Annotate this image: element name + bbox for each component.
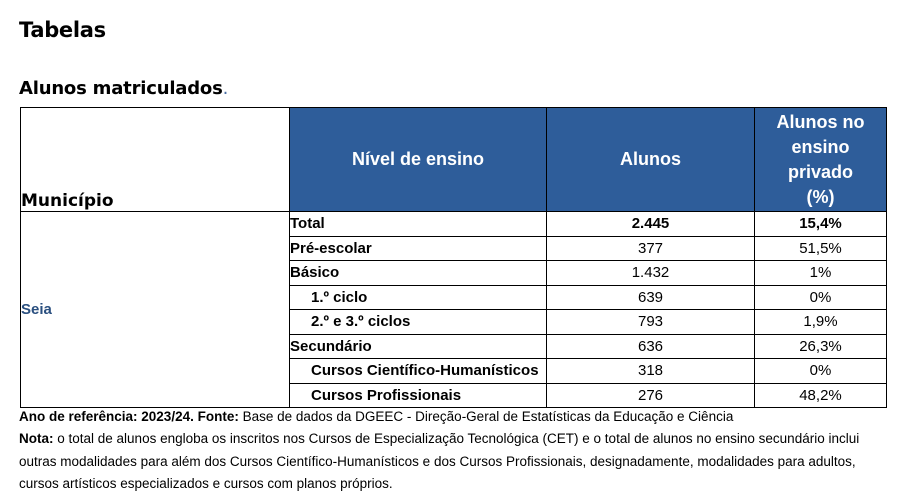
alunos-cell: 2.445: [547, 212, 755, 237]
nivel-cell: 1.º ciclo: [290, 285, 547, 310]
header-row: [21, 108, 887, 212]
privado-cell: 51,5%: [755, 236, 887, 261]
nota: [19, 428, 899, 495]
students-table: [20, 107, 887, 408]
nivel-cell: Cursos Científico-Humanísticos: [290, 359, 547, 384]
source-note: [19, 406, 899, 428]
nota-label: Nota:: [19, 431, 54, 447]
privado-cell: 0%: [755, 359, 887, 384]
nota-text: o total de alunos engloba os inscritos nos Cursos de Especialização Tecnológica (CET) e o total de alunos no ensino secundário inclui outras modalidades para além dos Cursos Científico-Humanísticos e dos Cursos Profissionais, designadamente, modalidades para adultos, cursos artísticos especializados e cursos com planos próprios.: [19, 431, 860, 491]
table-title-suffix: .: [222, 78, 229, 99]
nivel-cell: Pré-escolar: [290, 236, 547, 261]
header-nivel: Nível de ensino: [290, 108, 547, 212]
header-privado-line4: (%): [806, 186, 835, 207]
privado-cell: 1%: [755, 261, 887, 286]
table-title: [19, 78, 228, 99]
alunos-cell: 636: [547, 334, 755, 359]
nivel-cell: Básico: [290, 261, 547, 286]
table-row: [21, 212, 887, 237]
nivel-cell: 2.º e 3.º ciclos: [290, 310, 547, 335]
page-title: Tabelas: [19, 18, 106, 42]
header-municipio: Município: [21, 108, 290, 212]
alunos-cell: 377: [547, 236, 755, 261]
alunos-cell: 276: [547, 383, 755, 408]
privado-cell: 48,2%: [755, 383, 887, 408]
source-text: Base de dados da DGEEC - Direção-Geral de Estatísticas da Educação e Ciência: [238, 409, 734, 424]
privado-cell: 1,9%: [755, 310, 887, 335]
header-alunos: Alunos: [547, 108, 755, 212]
municipio-name: Seia: [21, 212, 290, 408]
alunos-cell: 639: [547, 285, 755, 310]
nivel-cell: Cursos Profissionais: [290, 383, 547, 408]
alunos-cell: 1.432: [547, 261, 755, 286]
table-footnotes: [19, 406, 899, 495]
header-privado: [755, 108, 887, 212]
nivel-cell: Secundário: [290, 334, 547, 359]
alunos-cell: 318: [547, 359, 755, 384]
source-label: Ano de referência: 2023/24. Fonte:: [19, 409, 239, 424]
privado-cell: 26,3%: [755, 334, 887, 359]
alunos-cell: 793: [547, 310, 755, 335]
privado-cell: 0%: [755, 285, 887, 310]
header-privado-line3: privado: [787, 161, 853, 182]
nivel-cell: Total: [290, 212, 547, 237]
header-privado-line1: Alunos no: [776, 111, 865, 132]
header-privado-line2: ensino: [791, 136, 850, 157]
privado-cell: 15,4%: [755, 212, 887, 237]
table-title-text: Alunos matriculados: [19, 78, 223, 99]
